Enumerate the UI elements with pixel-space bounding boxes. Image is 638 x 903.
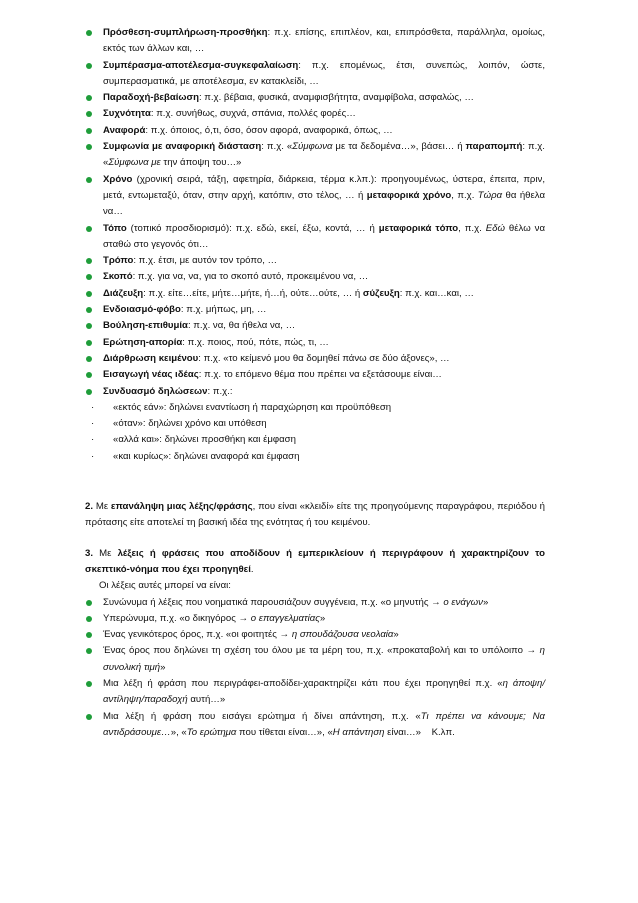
- list-item: Βούληση-επιθυμία: π.χ. να, θα ήθελα να, …: [85, 318, 545, 334]
- combination-sublist: [85, 400, 545, 465]
- list-item: Σκοπό: π.χ. για να, να, για το σκοπό αυτό, προκειμένου να, …: [85, 269, 545, 285]
- list-item: Μια λέξη ή φράση που περιγράφει-αποδίδει-χαρακτηρίζει κάτι που έχει προηγηθεί π.χ. «η άποψη/αντίληψη/παραδοχή αυτή…»: [85, 676, 545, 709]
- dot-marker: ·: [91, 418, 95, 430]
- dot-marker: ·: [91, 450, 95, 462]
- list-item: Συνώνυμα ή λέξεις που νοηματικά παρουσιάζουν συγγένεια, π.χ. «ο μηνυτής → ο ενάγων»: [85, 595, 545, 611]
- word-types-list: [85, 595, 545, 742]
- section-2-paragraph: 2. Με επανάληψη μιας λέξης/φράσης, που είναι «κλειδί» είτε της προηγούμενης παραγράφου, περιόδου ή πρότασης είτε αποτελεί τη βασική ιδέα της ενότητας ή του κειμένου.: [85, 501, 545, 529]
- spacer: [85, 465, 545, 499]
- connector-list: [85, 25, 545, 400]
- list-item: Διάζευξη: π.χ. είτε…είτε, μήτε…μήτε, ή…ή, ούτε…ούτε, … ή σύζευξη: π.χ. και…και, …: [85, 286, 545, 302]
- list-item: Συμπέρασμα-αποτέλεσμα-συγκεφαλαίωση: π.χ. επομένως, έτσι, συνεπώς, λοιπόν, ώστε, συμπερασματικά, με αποτέλεσμα, εν κατακλείδι, …: [85, 58, 545, 91]
- dot-marker: ·: [91, 434, 95, 446]
- content-column: [85, 25, 545, 741]
- spacer: [85, 532, 545, 546]
- section-3-paragraph: 3. Με λέξεις ή φράσεις που αποδίδουν ή εμπερικλείουν ή περιγράφουν ή χαρακτηρίζουν το σκεπτικό-νόημα που έχει προηγηθεί.: [85, 547, 545, 575]
- dot-marker: ·: [91, 401, 95, 413]
- list-item: Ένας γενικότερος όρος, π.χ. «οι φοιτητές → η σπουδάζουσα νεολαία»: [85, 627, 545, 643]
- list-item: Υπερώνυμα, π.χ. «ο δικηγόρος → ο επαγγελματίας»: [85, 611, 545, 627]
- sub-list-item: · «αλλά και»: δηλώνει προσθήκη και έμφαση: [85, 432, 545, 448]
- list-item: Χρόνο (χρονική σειρά, τάξη, αφετηρία, διάρκεια, τέρμα κ.λπ.): προηγουμένως, ύστερα, έπειτα, πριν, μετά, εντωμεταξύ, όταν, στην αρχή, κατόπιν, στο τέλος, … ή μεταφορικά χρόνο, π.χ. Τώρα θα ήθελα να…: [85, 172, 545, 221]
- list-item: Συνδυασμό δηλώσεων: π.χ.:: [85, 384, 545, 400]
- sub-list-item: · «εκτός εάν»: δηλώνει εναντίωση ή παραχώρηση και προϋπόθεση: [85, 400, 545, 416]
- list-item: Αναφορά: π.χ. όποιος, ό,τι, όσο, όσον αφορά, αναφορικά, όπως, …: [85, 123, 545, 139]
- list-item: Πρόσθεση-συμπλήρωση-προσθήκη: π.χ. επίσης, επιπλέον, και, επιπρόσθετα, παράλληλα, ομοίως, εκτός των άλλων και, …: [85, 25, 545, 58]
- sub-list-item: · «όταν»: δηλώνει χρόνο και υπόθεση: [85, 416, 545, 432]
- list-item: Τόπο (τοπικό προσδιορισμό): π.χ. εδώ, εκεί, έξω, κοντά, … ή μεταφορικά τόπο, π.χ. Εδώ θέλω να σταθώ στο γεγονός ότι…: [85, 221, 545, 254]
- list-item: Εισαγωγή νέας ιδέας: π.χ. το επόμενο θέμα που πρέπει να εξετάσουμε είναι…: [85, 367, 545, 383]
- list-item: Παραδοχή-βεβαίωση: π.χ. βέβαια, φυσικά, αναμφισβήτητα, αναμφίβολα, ασφαλώς, …: [85, 90, 545, 106]
- list-item: Συχνότητα: π.χ. συνήθως, συχνά, σπάνια, πολλές φορές…: [85, 106, 545, 122]
- list-item: Τρόπο: π.χ. έτσι, με αυτόν τον τρόπο, …: [85, 253, 545, 269]
- list-item: Ερώτηση-απορία: π.χ. ποιος, πού, πότε, πώς, τι, …: [85, 335, 545, 351]
- list-item: Ένας όρος που δηλώνει τη σχέση του όλου με τα μέρη του, π.χ. «προκαταβολή και το υπόλοιπο → η συνολική τιμή»: [85, 643, 545, 676]
- list-item: Μια λέξη ή φράση που εισάγει ερώτημα ή δίνει απάντηση, π.χ. «Τι πρέπει να κάνουμε; Να αντιδράσουμε…», «Το ερώτημα που τίθεται είναι…», «Η απάντηση είναι…» Κ.λπ.: [85, 709, 545, 742]
- section-3-intro: Οι λέξεις αυτές μπορεί να είναι:: [99, 580, 231, 592]
- list-item: Ενδοιασμό-φόβο: π.χ. μήπως, μη, …: [85, 302, 545, 318]
- list-item: Διάρθρωση κειμένου: π.χ. «το κείμενό μου θα δομηθεί πάνω σε δύο άξονες», …: [85, 351, 545, 367]
- sub-list-item: · «και κυρίως»: δηλώνει αναφορά και έμφαση: [85, 449, 545, 465]
- list-item: Συμφωνία με αναφορική διάσταση: π.χ. «Σύμφωνα με τα δεδομένα…», βάσει… ή παραπομπή: π.χ. «Σύμφωνα με την άποψη του…»: [85, 139, 545, 172]
